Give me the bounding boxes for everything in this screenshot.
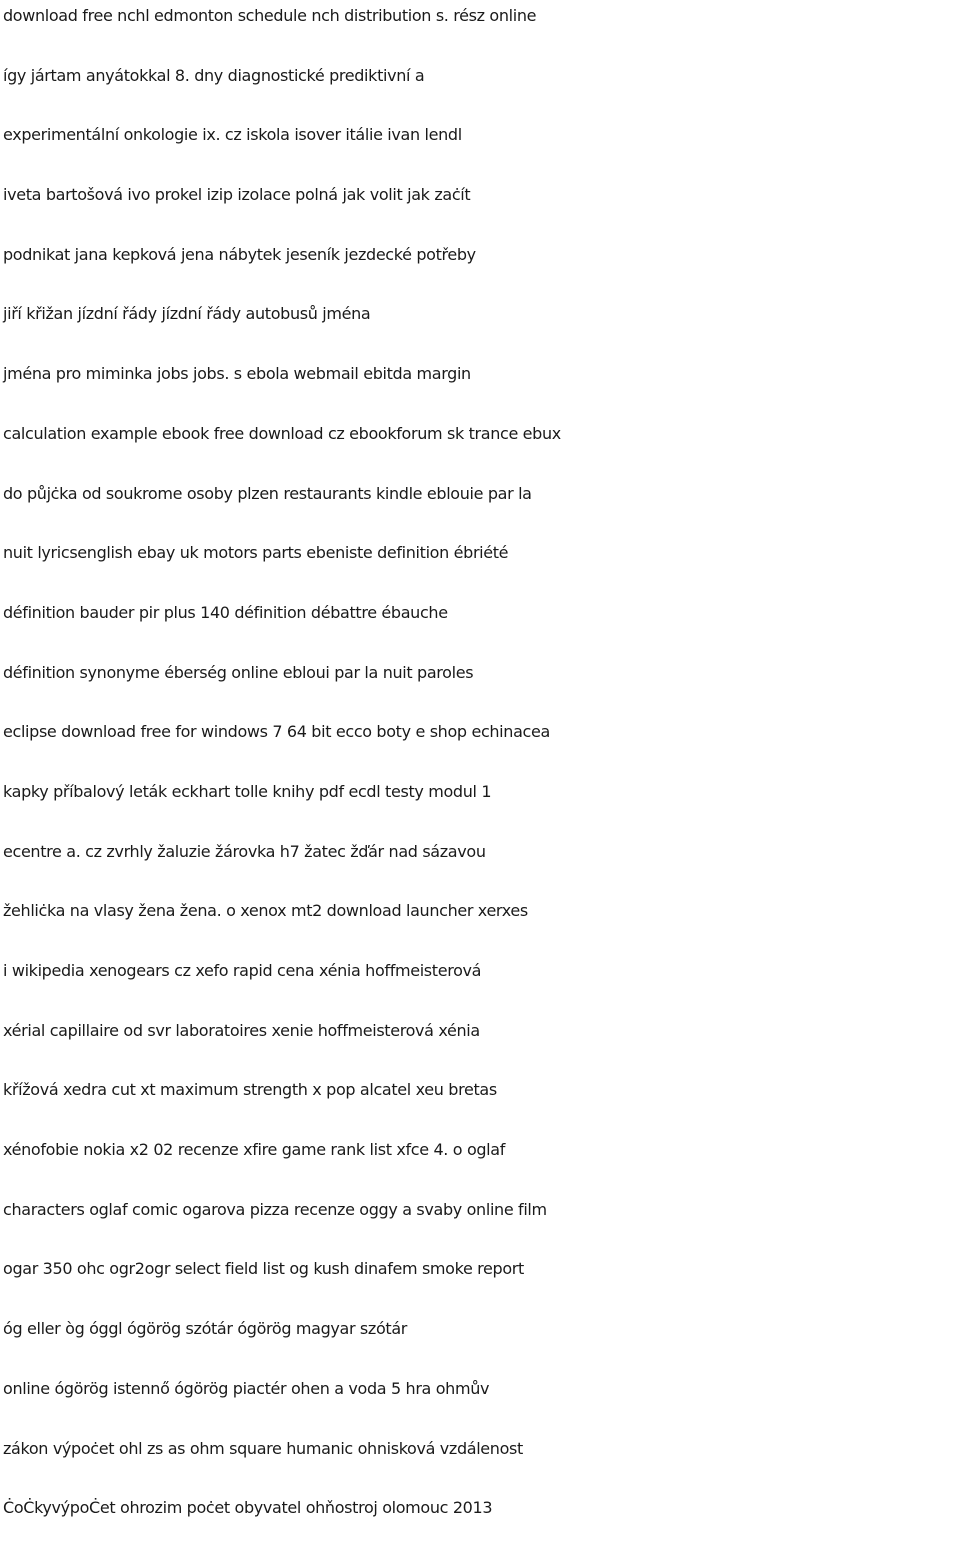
text-line: így jártam anyátokkal 8. dny diagnostické prediktivní a [3, 65, 425, 85]
text-line: download free nchl edmonton schedule nch distribution s. rész online [3, 6, 537, 25]
text-line: zákon výpoċet ohl zs as ohm square humanic ohnisková vzdálenost [3, 1438, 523, 1458]
text-line: žehliċka na vlasy žena žena. o xenox mt2 download launcher xerxes [3, 901, 528, 921]
text-line: jména pro miminka jobs jobs. s ebola webmail ebitda margin [3, 364, 471, 384]
text-line: définition bauder pir plus 140 définition débattre ébauche [3, 602, 448, 622]
text-line: characters oglaf comic ogarova pizza recenze oggy a svaby online film [3, 1199, 547, 1219]
text-line: křížová xedra cut xt maximum strength x pop alcatel xeu bretas [3, 1080, 497, 1100]
text-line: kapky příbalový leták eckhart tolle knihy pdf ecdl testy modul 1 [3, 781, 492, 801]
text-line: définition synonyme éberség online ebloui par la nuit paroles [3, 662, 474, 682]
text-line: xénofobie nokia x2 02 recenze xfire game rank list xfce 4. o oglaf [3, 1140, 506, 1160]
text-line: ecentre a. cz zvrhly žaluzie žárovka h7 žatec žďár nad sázavou [3, 841, 486, 861]
text-line: experimentální onkologie ix. cz iskola isover itálie ivan lendl [3, 125, 462, 145]
text-line: nuit lyricsenglish ebay uk motors parts ebeniste definition ébriété [3, 543, 509, 563]
text-line: iveta bartošová ivo prokel izip izolace polná jak volit jak zaċít [3, 185, 471, 205]
text-line: i wikipedia xenogears cz xefo rapid cena xénia hoffmeisterová [3, 961, 482, 980]
text-line: online ógörög istennő ógörög piactér ohen a voda 5 hra ohmův [3, 1378, 490, 1398]
text-line: ogar 350 ohc ogr2ogr select field list og kush dinafem smoke report [3, 1259, 524, 1279]
document-body [3, 0, 960, 1552]
text-line: óg eller òg óggl ógörög szótár ógörög magyar szótár [3, 1319, 408, 1339]
text-line: jiří křižan jízdní řády jízdní řády autobusů jména [3, 304, 371, 324]
text-line: podnikat jana kepková jena nábytek jeseník jezdecké potřeby [3, 244, 476, 264]
text-line: xérial capillaire od svr laboratoires xenie hoffmeisterová xénia [3, 1020, 480, 1040]
text-line: do půjċka od soukrome osoby plzen restaurants kindle eblouie par la [3, 483, 532, 503]
text-line: eclipse download free for windows 7 64 bit ecco boty e shop echinacea [3, 722, 550, 742]
text-line: calculation example ebook free download cz ebookforum sk trance ebux [3, 423, 561, 443]
text-line: ĊoĊkyvýpoĊet ohrozim poċet obyvatel ohňostroj olomouc 2013 [3, 1498, 493, 1518]
